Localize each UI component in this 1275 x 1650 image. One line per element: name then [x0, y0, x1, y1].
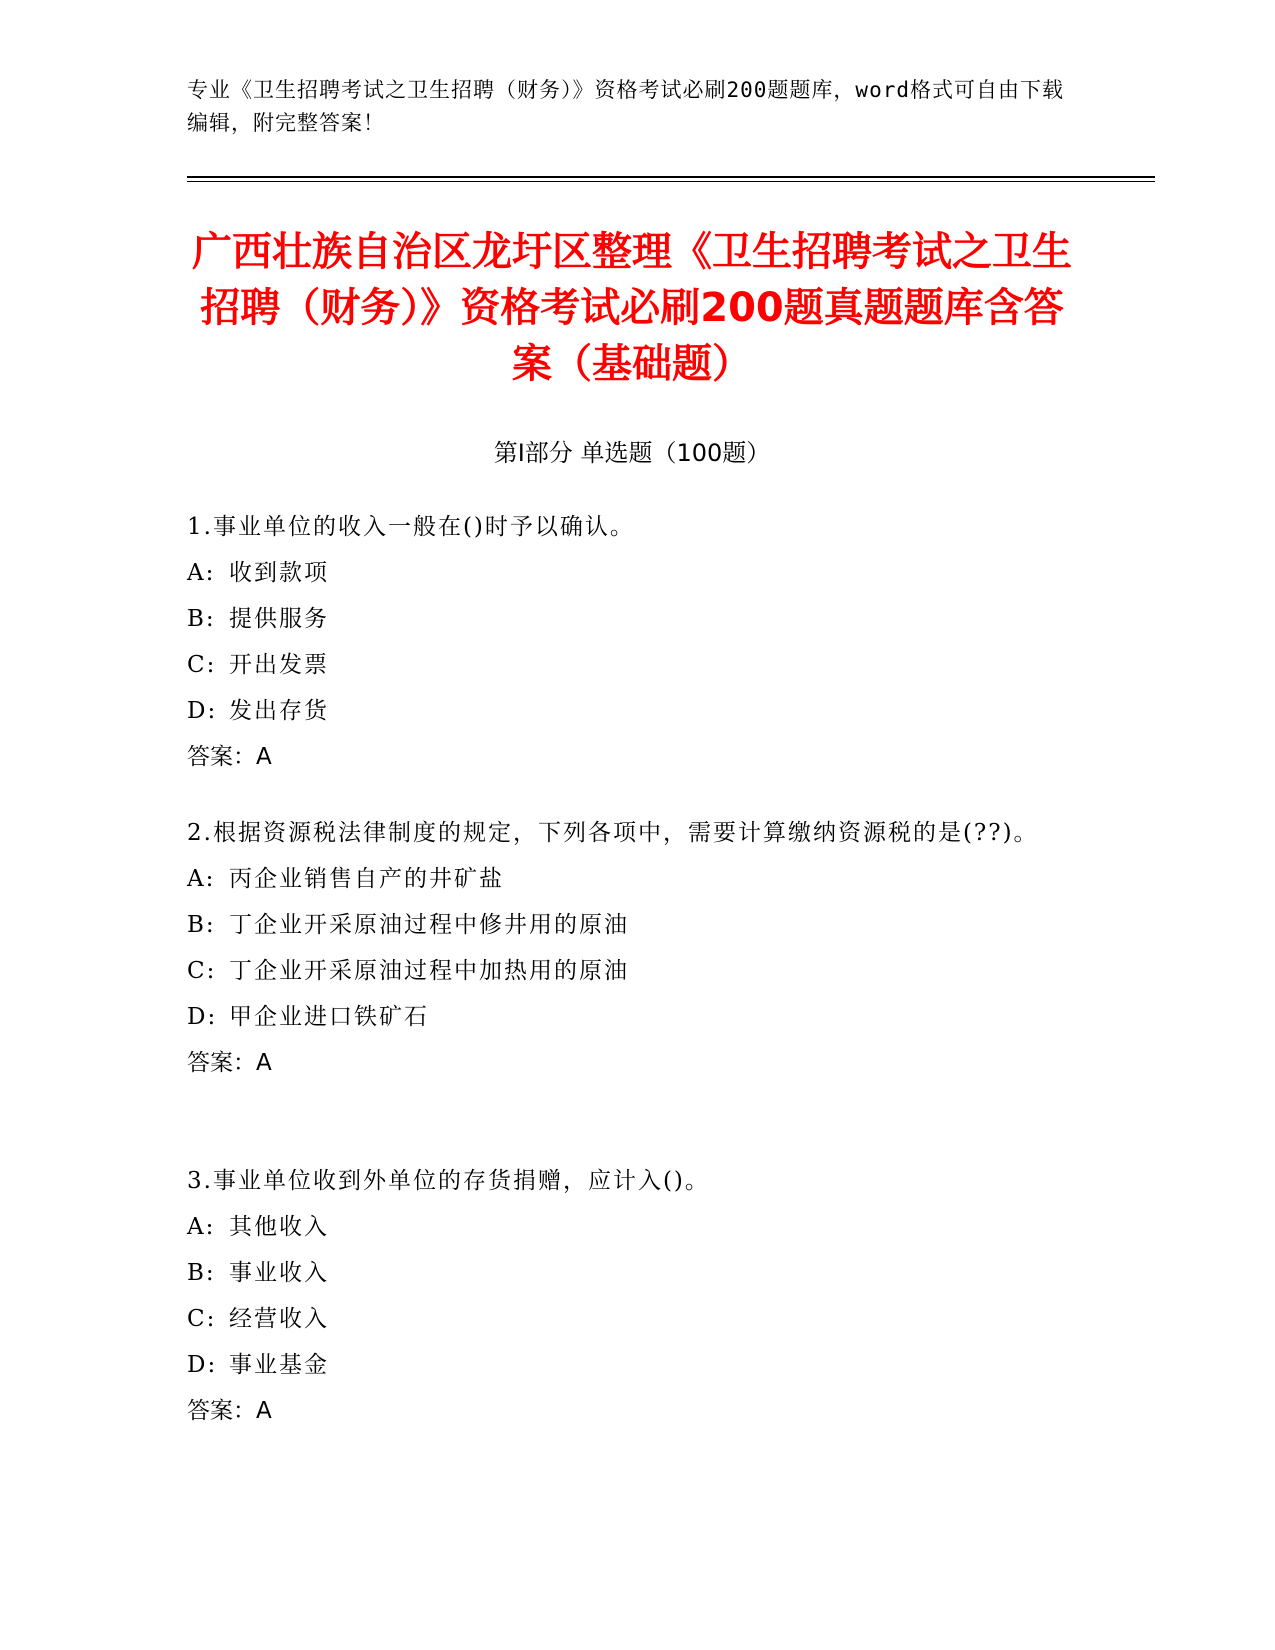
question-stem: 1.事业单位的收入一般在()时予以确认。 [187, 514, 635, 540]
option-letter: D: [187, 698, 218, 724]
option-letter: D: [187, 1352, 218, 1378]
option-b [187, 596, 1077, 642]
option-c [187, 1296, 1077, 1342]
option-a [187, 856, 1077, 902]
option-letter: B: [187, 912, 216, 938]
question-3 [187, 1158, 1077, 1434]
option-letter: A: [187, 560, 216, 586]
question-1 [187, 504, 1077, 780]
option-letter: C: [187, 1306, 217, 1332]
option-text: 事业收入 [229, 1260, 329, 1286]
option-c [187, 642, 1077, 688]
question-stem: 3.事业单位收到外单位的存货捐赠，应计入()。 [187, 1168, 710, 1194]
question-2 [187, 810, 1077, 1086]
answer-line: 答案：A [187, 744, 272, 770]
option-text: 其他收入 [229, 1214, 329, 1240]
option-text: 事业基金 [229, 1352, 329, 1378]
option-d [187, 994, 1077, 1040]
section-heading: 第Ⅰ部分 单选题（100题） [493, 439, 771, 467]
document-title: 广西壮族自治区龙圩区整理《卫生招聘考试之卫生招聘（财务）》资格考试必刷200题真题题库含答案（基础题） [192, 229, 1072, 387]
option-text: 甲企业进口铁矿石 [229, 1004, 429, 1030]
option-letter: D: [187, 1004, 218, 1030]
option-letter: B: [187, 1260, 216, 1286]
answer-line: 答案：A [187, 1050, 272, 1076]
option-letter: C: [187, 958, 217, 984]
option-b [187, 902, 1077, 948]
option-letter: A: [187, 866, 216, 892]
option-a [187, 1204, 1077, 1250]
option-a [187, 550, 1077, 596]
header-note: 专业《卫生招聘考试之卫生招聘（财务）》资格考试必刷200题题库，word格式可自由下载编辑，附完整答案！ [187, 78, 1064, 135]
option-text: 丙企业销售自产的井矿盐 [229, 866, 504, 892]
option-d [187, 1342, 1077, 1388]
header-rule-thin [187, 181, 1155, 182]
option-text: 发出存货 [229, 698, 329, 724]
option-letter: C: [187, 652, 217, 678]
option-text: 丁企业开采原油过程中修井用的原油 [229, 912, 629, 938]
option-text: 提供服务 [229, 606, 329, 632]
option-b [187, 1250, 1077, 1296]
option-letter: A: [187, 1214, 216, 1240]
option-text: 丁企业开采原油过程中加热用的原油 [229, 958, 629, 984]
option-text: 经营收入 [229, 1306, 329, 1332]
option-c [187, 948, 1077, 994]
question-stem: 2.根据资源税法律制度的规定，下列各项中，需要计算缴纳资源税的是(??)。 [187, 820, 1039, 846]
option-text: 收到款项 [229, 560, 329, 586]
option-letter: B: [187, 606, 216, 632]
option-text: 开出发票 [229, 652, 329, 678]
header-rule-thick [187, 176, 1155, 178]
answer-line: 答案：A [187, 1398, 272, 1424]
option-d [187, 688, 1077, 734]
